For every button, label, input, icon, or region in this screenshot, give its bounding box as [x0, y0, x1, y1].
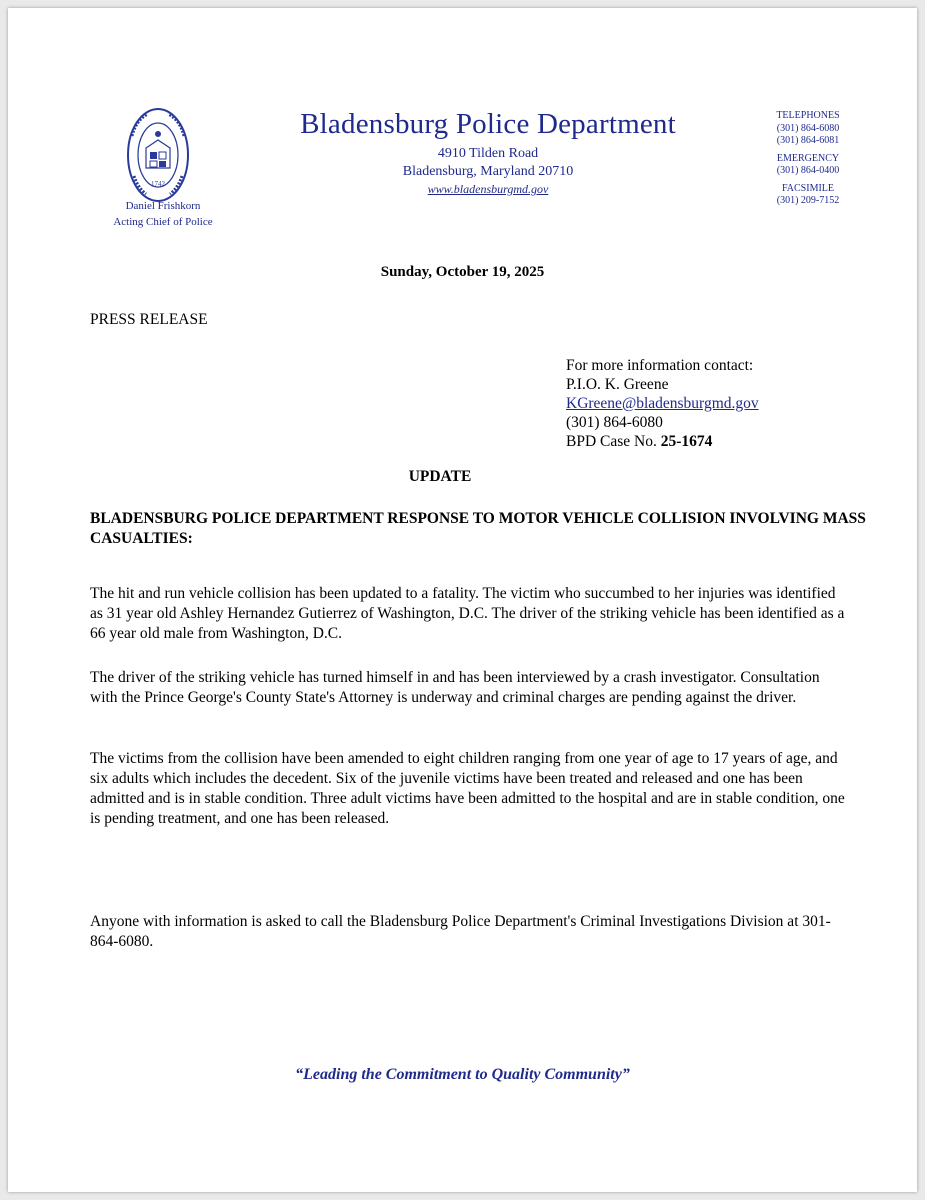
facsimile-number: (301) 209-7152: [776, 195, 840, 206]
paragraph-1: The hit and run vehicle collision has been updated to a fatality. The victim who succumbed to her injuries was identified as 31 year old Ashley Hernandez Gutierrez of Washington, D.C. The driver of the striking vehicle has been identified as a 66 year old male from Washington, D.C.: [90, 585, 845, 642]
paragraph-2: The driver of the striking vehicle has turned himself in and has been interviewed by a crash investigator. Consultation with the Prince George's County State's Attorney is underway and criminal charges are pending against the driver.: [90, 669, 820, 706]
address-line1: 4910 Tilden Road: [437, 146, 539, 161]
chief-title: Acting Chief of Police: [113, 216, 213, 228]
contact-block: [566, 356, 759, 451]
document-page: [8, 8, 917, 1192]
emergency-label: EMERGENCY: [776, 152, 840, 164]
website-link[interactable]: www.bladensburgmd.gov: [427, 182, 549, 196]
paragraph-3: The victims from the collision have been amended to eight children ranging from one year of age to 17 years of age, and six adults which includes the decedent. Six of the juvenile victims have been treated and released and one has been admitted and is in stable condition. Three adult victims have been admitted to the hospital and are in stable condition, one is pending treatment, and one has been released.: [90, 750, 845, 827]
contact-email-link[interactable]: KGreene@bladensburgmd.gov: [566, 395, 759, 412]
case-number: 25-1674: [660, 433, 713, 450]
emergency-number: (301) 864-0400: [776, 165, 840, 176]
town-seal-icon: [126, 106, 190, 204]
release-date: Sunday, October 19, 2025: [380, 264, 545, 280]
contact-name: P.I.O. K. Greene: [566, 376, 669, 393]
department-name: Bladensburg Police Department: [300, 108, 676, 140]
contact-phone: (301) 864-6080: [566, 414, 663, 431]
telephones-label: TELEPHONES: [776, 110, 840, 121]
phones-block: [748, 110, 868, 208]
telephone-2: (301) 864-6081: [776, 135, 840, 146]
paragraph-4: Anyone with information is asked to call the Bladensburg Police Department's Criminal Investigations Division at 301-864-6080.: [90, 913, 831, 950]
tagline: “Leading the Commitment to Quality Community”: [295, 1066, 630, 1083]
telephone-1: (301) 864-6080: [776, 122, 840, 134]
seal-year: 1742: [151, 180, 165, 188]
headline: BLADENSBURG POLICE DEPARTMENT RESPONSE TO MOTOR VEHICLE COLLISION INVOLVING MASS CASUALTIES:: [90, 510, 866, 547]
facsimile-label: FACSIMILE: [781, 182, 835, 194]
chief-name: Daniel Frishkorn: [125, 200, 201, 212]
release-type: PRESS RELEASE: [90, 311, 208, 328]
case-label: BPD Case No.: [566, 433, 657, 450]
contact-intro: For more information contact:: [566, 357, 754, 374]
address-line2: Bladensburg, Maryland 20710: [402, 164, 574, 179]
update-label: UPDATE: [408, 468, 472, 485]
